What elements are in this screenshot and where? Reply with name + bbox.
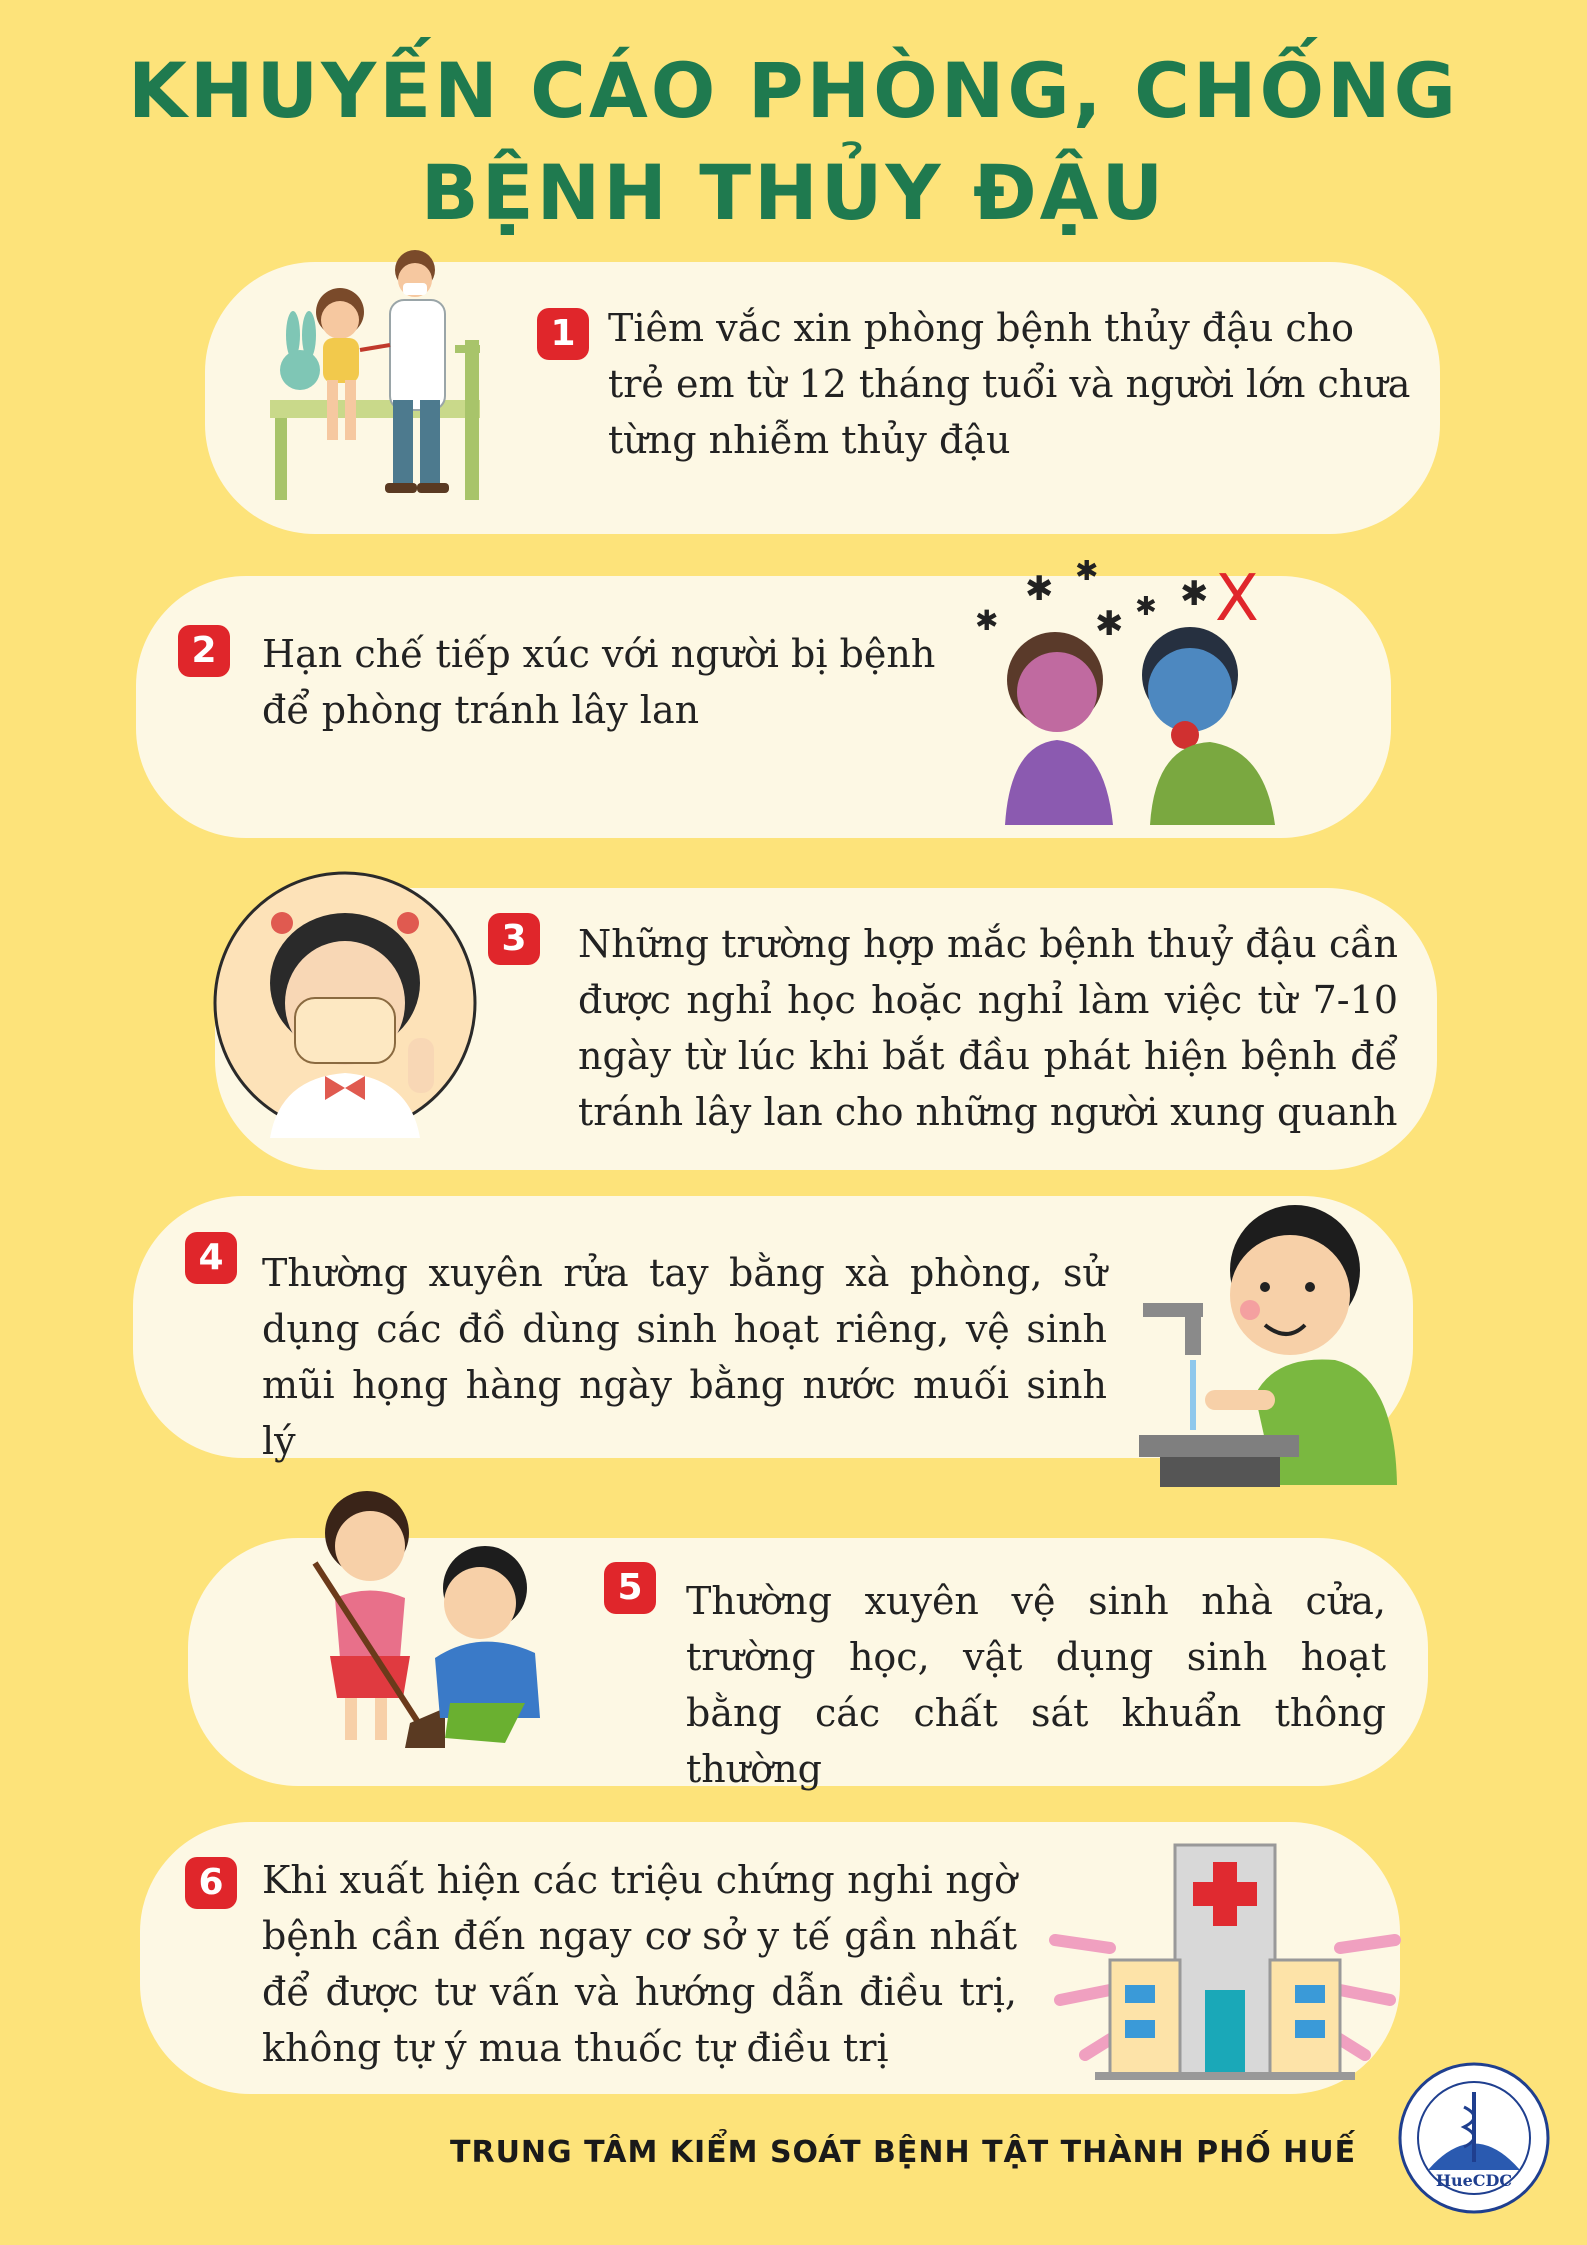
item-5-text: Thường xuyên vệ sinh nhà cửa, trường học, vật dụng sinh hoạt bằng các chất sát khuẩn thông thường <box>686 1579 1386 1791</box>
item-4-number-badge: 4 <box>185 1232 237 1284</box>
svg-text:✱: ✱ <box>1095 604 1124 644</box>
logo-text: HueCDC <box>1435 2171 1513 2190</box>
item-3-number-badge: 3 <box>488 913 540 965</box>
item-6-number-badge: 6 <box>185 1857 237 1909</box>
item-3-text: Những trường hợp mắc bệnh thuỷ đậu cần được nghỉ học hoặc nghỉ làm việc từ 7-10 ngày từ lúc khi bắt đầu phát hiện bệnh để tránh lây lan cho những người xung quanh <box>578 922 1398 1134</box>
page-title <box>0 40 1587 244</box>
svg-text:✱: ✱ <box>975 604 999 637</box>
huecdc-logo <box>1398 2062 1550 2214</box>
title-line-2: BỆNH THỦY ĐẬU <box>420 148 1167 237</box>
item-1-text: Tiêm vắc xin phòng bệnh thủy đậu cho trẻ em từ 12 tháng tuổi và người lớn chưa từng nhiễm thủy đậu <box>608 306 1411 462</box>
svg-text:✱: ✱ <box>1075 560 1099 587</box>
footer-organization: TRUNG TÂM KIỂM SOÁT BỆNH TẬT THÀNH PHỐ HUẾ <box>450 2135 1357 2170</box>
item-5-number-badge: 5 <box>604 1562 656 1614</box>
svg-text:X: X <box>1215 562 1259 636</box>
children-cleaning-illustration <box>295 1488 575 1758</box>
hospital-building-illustration <box>1040 1840 1410 2080</box>
girl-wearing-mask-illustration <box>210 868 480 1138</box>
svg-text:✱: ✱ <box>1025 569 1054 609</box>
svg-text:✱: ✱ <box>1135 592 1157 622</box>
item-4-text: Thường xuyên rửa tay bằng xà phòng, sử dụng các đồ dùng sinh hoạt riêng, vệ sinh mũi họng hàng ngày bằng nước muối sinh lý <box>262 1251 1107 1463</box>
title-line-1: KHUYẾN CÁO PHÒNG, CHỐNG <box>127 46 1460 135</box>
svg-text:✱: ✱ <box>1180 574 1209 614</box>
doctor-vaccinating-child-illustration <box>265 250 535 505</box>
item-6-text: Khi xuất hiện các triệu chứng nghi ngờ bệnh cần đến ngay cơ sở y tế gần nhất để được tư vấn và hướng dẫn điều trị, không tự ý mua thuốc tự điều trị <box>262 1858 1017 2070</box>
item-2-text: Hạn chế tiếp xúc với người bị bệnh để phòng tránh lây lan <box>262 632 936 732</box>
sick-people-coughing-illustration <box>975 560 1335 830</box>
boy-washing-hands-illustration <box>1135 1195 1405 1495</box>
item-1-number-badge: 1 <box>537 308 589 360</box>
item-2-number-badge: 2 <box>178 625 230 677</box>
